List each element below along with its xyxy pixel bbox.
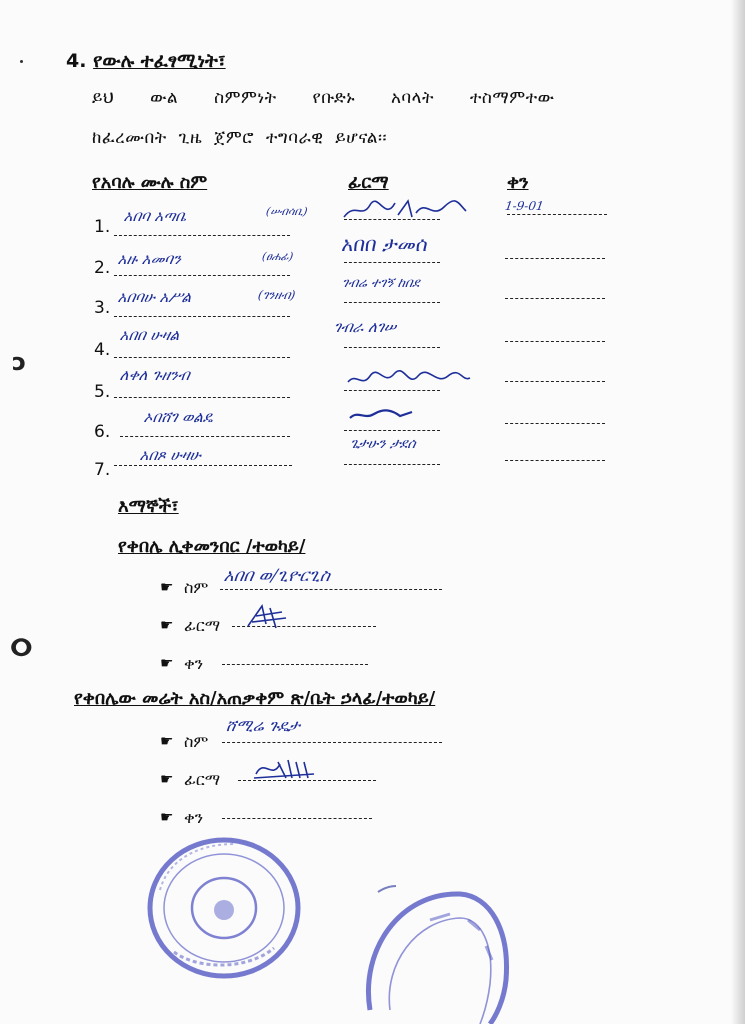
date-line: [505, 341, 605, 342]
section-heading: [66, 50, 226, 72]
signature-handwritten: ገብሬ ተገኝ ከበደ: [340, 276, 421, 291]
name-line: [114, 357, 290, 358]
signature-scribble: [340, 197, 470, 227]
signature-scribble: [242, 602, 292, 634]
name-line: [222, 742, 442, 743]
header-signature: ፊርማ: [348, 172, 389, 193]
date-line: [222, 664, 368, 665]
name-label: ስም: [184, 732, 209, 751]
margin-mark-icon: ⵔ: [10, 634, 33, 662]
margin-mark-icon: ↄ: [12, 348, 27, 376]
date-value: 1-9-01: [504, 199, 545, 213]
row-number: 6.: [94, 422, 111, 442]
chairman-name-field: [160, 566, 460, 602]
paragraph-line-2: ከፈረሙበት ጊዜ ጀምሮ ተግባራዊ ይሆናል፡፡: [92, 128, 388, 148]
member-name: ኦበሸገ ወልዴ: [142, 408, 215, 426]
hand-pointer-icon: ☛: [160, 616, 174, 634]
signature-scribble: [344, 368, 474, 392]
signature-label: ፊርማ: [184, 770, 221, 789]
name-line: [114, 316, 290, 317]
land-office-name-value: ሸሚሬ ጉዴታ: [224, 716, 302, 735]
chairman-signature-field: [160, 612, 460, 640]
name-line: [114, 275, 290, 276]
member-role: (ሠብሳቢ): [265, 205, 309, 218]
name-line: [220, 589, 442, 590]
name-line: [114, 235, 290, 236]
date-label: ቀን: [184, 654, 204, 673]
paragraph-line-1: ይህ ውል ስምምነት የቡድኑ አባላት ተስማምተው: [92, 88, 555, 108]
signature-label: ፊርማ: [184, 616, 221, 635]
name-line: [114, 397, 290, 398]
row-number: 1.: [94, 217, 111, 237]
table-row: [0, 318, 745, 372]
member-name: አበባ አጣቤ: [122, 207, 189, 225]
date-label: ቀን: [184, 808, 204, 827]
date-line: [222, 818, 372, 819]
row-number: 7.: [94, 460, 111, 480]
header-member-name: የአባሉ ሙሉ ስም: [92, 172, 208, 193]
member-name: አበጾ ሁዛሁ: [138, 446, 203, 464]
dot-mark: [20, 60, 23, 63]
member-role: (ገንዘብ): [257, 288, 297, 302]
land-office-signature-field: [160, 768, 460, 796]
witnesses-title: እማኞች፣: [118, 496, 179, 517]
signature-line: [344, 262, 440, 263]
signature-line: [344, 464, 440, 465]
signature-scribble: [348, 406, 418, 426]
row-number: 5.: [94, 382, 111, 402]
signature-handwritten: ገብራ ለገሠ: [332, 318, 398, 336]
official-stamp-icon: [138, 830, 308, 990]
hand-pointer-icon: ☛: [160, 732, 174, 750]
signature-line: [344, 347, 440, 348]
hand-pointer-icon: ☛: [160, 770, 174, 788]
date-line: [505, 423, 605, 424]
page-edge-shadow: [731, 0, 745, 1024]
section-title: የውሉ ተፈፃሚነት፣: [93, 50, 226, 72]
member-name: አበበ ሁዛል: [118, 326, 181, 344]
table-row: [0, 436, 745, 492]
name-line: [120, 436, 290, 437]
date-line: [505, 460, 605, 461]
signature-handwritten: አበበ ታመሰ: [340, 232, 430, 256]
member-role: (ፀሐፊ): [261, 250, 295, 263]
row-number: 4.: [94, 340, 111, 360]
signature-handwritten: ጌታሁን ታደሰ: [348, 436, 417, 452]
date-line: [507, 214, 607, 215]
member-name: አዙ አመባን: [116, 250, 183, 268]
signature-scribble: [250, 754, 320, 786]
member-name: አበባሁ አሥል: [116, 288, 193, 306]
row-number: 2.: [94, 258, 111, 278]
hand-pointer-icon: ☛: [160, 808, 174, 826]
member-name: ለቀለ ጉዘንብ: [118, 366, 192, 384]
date-line: [505, 258, 605, 259]
land-office-title: የቀበሌው መሬት አስ/አጠቃቀም ጽ/ቤት ኃላፊ/ተወካይ/: [74, 688, 436, 709]
signature-line: [344, 302, 440, 303]
official-stamp-icon: [360, 880, 520, 1024]
chairman-name-value: አበበ ወ/ጊዮርጊስ: [222, 566, 332, 586]
signature-line: [344, 430, 440, 431]
hand-pointer-icon: ☛: [160, 654, 174, 672]
header-date: ቀን: [507, 172, 529, 193]
chairman-date-field: [160, 650, 460, 678]
section-number: 4.: [66, 50, 87, 72]
name-line: [114, 465, 292, 466]
chairman-title: የቀበሌ ሊቀመንበር /ተወካይ/: [118, 536, 306, 557]
name-label: ስም: [184, 578, 209, 597]
date-line: [505, 298, 605, 299]
hand-pointer-icon: ☛: [160, 578, 174, 596]
row-number: 3.: [94, 298, 111, 318]
date-line: [505, 381, 605, 382]
